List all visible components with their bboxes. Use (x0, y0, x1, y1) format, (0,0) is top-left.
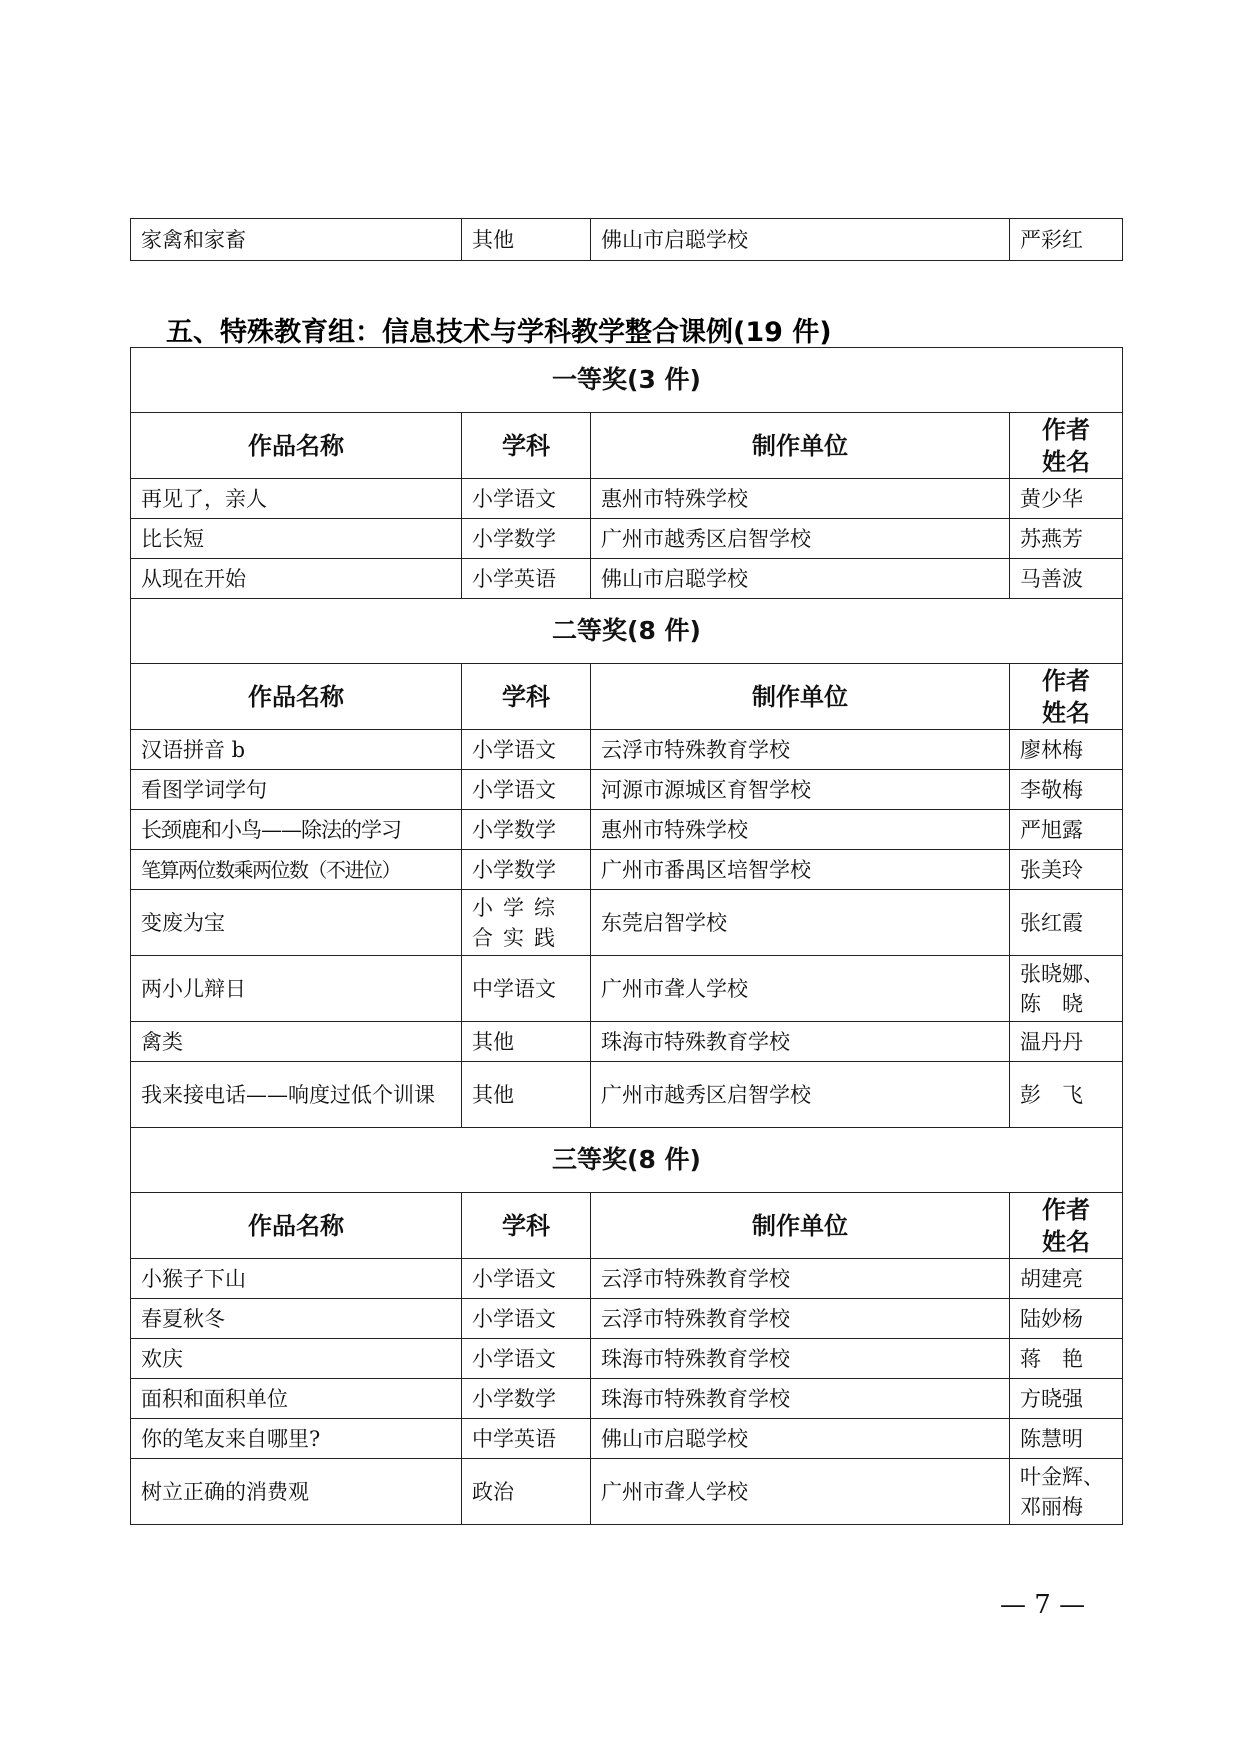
cell-subject: 其他 (462, 1022, 591, 1062)
table-row (131, 479, 1123, 519)
table-row (131, 770, 1123, 810)
cell-unit: 云浮市特殊教育学校 (591, 1259, 1010, 1299)
table-row (131, 1022, 1123, 1062)
header-subject: 学科 (462, 413, 591, 479)
cell-name: 欢庆 (131, 1339, 462, 1379)
table-row (131, 890, 1123, 956)
cell-unit: 珠海市特殊教育学校 (591, 1339, 1010, 1379)
cell-subject: 小学英语 (462, 559, 591, 599)
table-row (131, 1062, 1123, 1128)
cell-author: 马善波 (1010, 559, 1123, 599)
cell-unit: 惠州市特殊学校 (591, 479, 1010, 519)
cell-author: 黄少华 (1010, 479, 1123, 519)
cell-unit: 东莞启智学校 (591, 890, 1010, 956)
table-row (131, 730, 1123, 770)
cell-subject: 小学数学 (462, 810, 591, 850)
continued-table (130, 218, 1123, 261)
cell-subject: 小学语文 (462, 770, 591, 810)
cell-author: 张红霞 (1010, 890, 1123, 956)
cell-author: 温丹丹 (1010, 1022, 1123, 1062)
cell-author: 严旭露 (1010, 810, 1123, 850)
cell-author: 陆妙杨 (1010, 1299, 1123, 1339)
header-row (131, 664, 1123, 730)
award-level-title: 三等奖(8 件) (131, 1128, 1123, 1193)
cell-subject: 政治 (462, 1459, 591, 1525)
table-row (131, 956, 1123, 1022)
cell-subject: 小学数学 (462, 519, 591, 559)
header-author (1010, 1193, 1123, 1259)
table-row (131, 559, 1123, 599)
table-row (131, 1419, 1123, 1459)
cell-subject: 小学语文 (462, 1339, 591, 1379)
award-level-row (131, 599, 1123, 664)
cell-unit: 佛山市启聪学校 (591, 219, 1010, 261)
cell-name: 小猴子下山 (131, 1259, 462, 1299)
cell-author: 廖林梅 (1010, 730, 1123, 770)
cell-name: 变废为宝 (131, 890, 462, 956)
header-unit: 制作单位 (591, 413, 1010, 479)
table-row (131, 1379, 1123, 1419)
cell-name: 你的笔友来自哪里? (131, 1419, 462, 1459)
cell-unit: 佛山市启聪学校 (591, 1419, 1010, 1459)
cell-subject: 小学综合实践 (462, 890, 591, 956)
header-author-line2: 姓名 (1042, 447, 1090, 476)
header-subject: 学科 (462, 1193, 591, 1259)
header-author (1010, 664, 1123, 730)
table-row (131, 850, 1123, 890)
award-table (130, 347, 1123, 1525)
award-level-row (131, 1128, 1123, 1193)
header-author (1010, 413, 1123, 479)
cell-subject: 中学英语 (462, 1419, 591, 1459)
cell-unit: 河源市源城区育智学校 (591, 770, 1010, 810)
table-row (131, 1299, 1123, 1339)
cell-name: 汉语拼音 b (131, 730, 462, 770)
cell-author: 张晓娜、陈 晓 (1010, 956, 1123, 1022)
header-unit: 制作单位 (591, 1193, 1010, 1259)
cell-name: 面积和面积单位 (131, 1379, 462, 1419)
cell-subject: 小学语文 (462, 1299, 591, 1339)
header-row (131, 1193, 1123, 1259)
cell-author: 陈慧明 (1010, 1419, 1123, 1459)
cell-name: 长颈鹿和小鸟——除法的学习 (131, 810, 462, 850)
table-row (131, 1459, 1123, 1525)
table-row (131, 1339, 1123, 1379)
table-row (131, 519, 1123, 559)
header-author-line1: 作者 (1042, 666, 1090, 695)
cell-subject: 小学数学 (462, 850, 591, 890)
cell-unit: 广州市越秀区启智学校 (591, 519, 1010, 559)
cell-author: 苏燕芳 (1010, 519, 1123, 559)
cell-subject: 小学语文 (462, 730, 591, 770)
header-author-line2: 姓名 (1042, 698, 1090, 727)
header-author-line1: 作者 (1042, 415, 1090, 444)
cell-author: 胡建亮 (1010, 1259, 1123, 1299)
cell-author: 方晓强 (1010, 1379, 1123, 1419)
award-level-title: 二等奖(8 件) (131, 599, 1123, 664)
cell-name: 比长短 (131, 519, 462, 559)
page-number: — 7 — (1000, 1590, 1086, 1620)
cell-name: 两小儿辩日 (131, 956, 462, 1022)
cell-name: 树立正确的消费观 (131, 1459, 462, 1525)
cell-subject: 小学语文 (462, 479, 591, 519)
cell-author: 蒋 艳 (1010, 1339, 1123, 1379)
cell-unit: 广州市聋人学校 (591, 1459, 1010, 1525)
cell-subject: 其他 (462, 1062, 591, 1128)
cell-unit: 广州市番禺区培智学校 (591, 850, 1010, 890)
cell-subject: 小学语文 (462, 1259, 591, 1299)
cell-unit: 广州市聋人学校 (591, 956, 1010, 1022)
cell-name: 禽类 (131, 1022, 462, 1062)
award-level-title: 一等奖(3 件) (131, 348, 1123, 413)
cell-unit: 云浮市特殊教育学校 (591, 1299, 1010, 1339)
award-level-row (131, 348, 1123, 413)
cell-author: 叶金辉、邓丽梅 (1010, 1459, 1123, 1525)
cell-unit: 广州市越秀区启智学校 (591, 1062, 1010, 1128)
cell-unit: 云浮市特殊教育学校 (591, 730, 1010, 770)
cell-author: 李敬梅 (1010, 770, 1123, 810)
header-row (131, 413, 1123, 479)
cell-name: 再见了，亲人 (131, 479, 462, 519)
cell-unit: 佛山市启聪学校 (591, 559, 1010, 599)
header-author-line1: 作者 (1042, 1195, 1090, 1224)
table-row (131, 1259, 1123, 1299)
cell-unit: 惠州市特殊学校 (591, 810, 1010, 850)
cell-unit: 珠海市特殊教育学校 (591, 1022, 1010, 1062)
header-author-line2: 姓名 (1042, 1227, 1090, 1256)
cell-name: 笔算两位数乘两位数（不进位） (131, 850, 462, 890)
cell-subject: 其他 (462, 219, 591, 261)
cell-name: 从现在开始 (131, 559, 462, 599)
header-subject: 学科 (462, 664, 591, 730)
cell-name: 家禽和家畜 (131, 219, 462, 261)
header-name: 作品名称 (131, 1193, 462, 1259)
header-name: 作品名称 (131, 413, 462, 479)
cell-author: 彭 飞 (1010, 1062, 1123, 1128)
header-unit: 制作单位 (591, 664, 1010, 730)
header-name: 作品名称 (131, 664, 462, 730)
cell-author: 严彩红 (1010, 219, 1123, 261)
cell-subject: 小学数学 (462, 1379, 591, 1419)
cell-name: 我来接电话——响度过低个训课 (131, 1062, 462, 1128)
section-title: 五、特殊教育组：信息技术与学科教学整合课例(19 件) (166, 317, 832, 348)
cell-name: 看图学词学句 (131, 770, 462, 810)
table-row (131, 810, 1123, 850)
cell-author: 张美玲 (1010, 850, 1123, 890)
cell-unit: 珠海市特殊教育学校 (591, 1379, 1010, 1419)
table-row (131, 219, 1123, 261)
cell-name: 春夏秋冬 (131, 1299, 462, 1339)
cell-subject: 中学语文 (462, 956, 591, 1022)
